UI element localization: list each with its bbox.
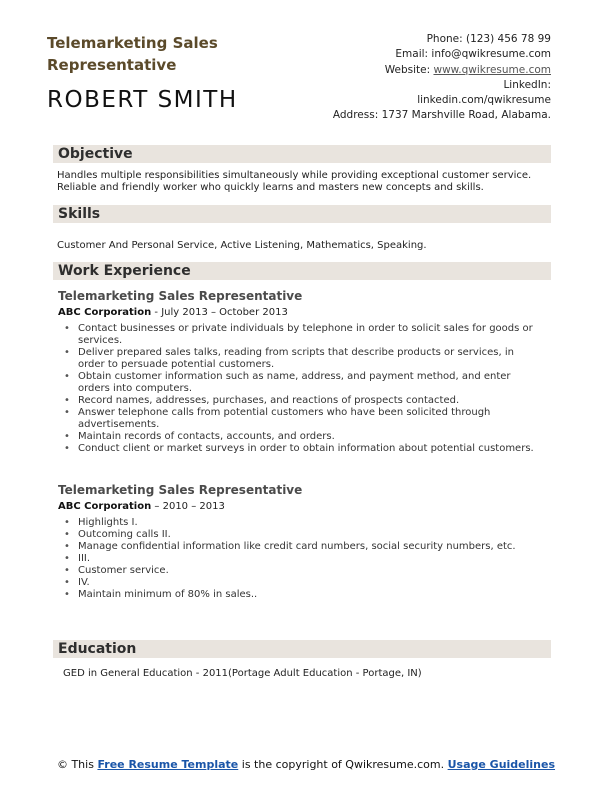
candidate-name: ROBERT SMITH [47,87,238,113]
section-heading-objective: Objective [53,145,551,163]
list-item: • Conduct client or market surveys in order to obtain information about potential customers. [62,443,542,455]
job-dates: - July 2013 – October 2013 [151,307,288,318]
skills-text: Customer And Personal Service, Active Listening, Mathematics, Speaking. [57,240,427,251]
company-name: ABC Corporation [58,501,152,512]
list-item: • Maintain minimum of 80% in sales.. [62,589,542,601]
list-item: • Outcoming calls II. [62,529,542,541]
contact-website [301,63,551,78]
job-entry-title: Telemarketing Sales Representative [58,483,303,497]
company-name: ABC Corporation [58,307,152,318]
job-title: Telemarketing Sales Representative [47,34,218,74]
job-dates: – 2010 – 2013 [151,501,225,512]
list-item: • Answer telephone calls from potential customers who have been solicited through advertisements. [62,407,542,431]
list-item: • Highlights I. [62,517,542,529]
website-label: Website: [384,63,431,76]
section-heading-work-experience: Work Experience [53,262,551,280]
list-item: • Maintain records of contacts, accounts, and orders. [62,431,542,443]
list-item: • IV. [62,577,542,589]
list-item: • Manage confidential information like credit card numbers, social security numbers, etc. [62,541,542,553]
job-entry-company [58,501,225,512]
objective-text: Handles multiple responsibilities simultaneously while providing exceptional customer service. Reliable and friendly worker who quickly learns and masters new concepts and skills. [57,170,532,193]
list-item: • Deliver prepared sales talks, reading from scripts that describe products or services, in order to persuade potential customers. [62,347,542,371]
footer-middle: is the copyright of Qwikresume.com. [238,758,448,771]
copyright-footer [40,758,572,771]
job-duties-list [62,517,542,601]
job-entry-title: Telemarketing Sales Representative [58,289,303,303]
linkedin-label: LinkedIn: [503,78,551,91]
footer-prefix: © This [56,758,98,771]
section-heading-education: Education [53,640,551,658]
contact-address: Address: 1737 Marshville Road, Alabama. [332,109,551,122]
list-item: • Contact businesses or private individuals by telephone in order to solicit sales for goods or services. [62,323,542,347]
job-duties-list [62,323,542,455]
linkedin-link[interactable]: linkedin.com/qwikresume [417,94,551,107]
contact-block [301,32,551,124]
list-item: • Record names, addresses, purchases, and reactions of prospects contacted. [62,395,542,407]
list-item: • III. [62,553,542,565]
list-item: • Obtain customer information such as name, address, and payment method, and enter orders into computers. [62,371,542,395]
resume-header [47,32,551,122]
contact-email: Email: info@qwikresume.com [395,48,551,61]
list-item: • Customer service. [62,565,542,577]
usage-guidelines-link[interactable]: Usage Guidelines [447,758,556,771]
education-text: GED in General Education - 2011(Portage Adult Education - Portage, IN) [63,668,422,679]
website-link[interactable]: www.qwikresume.com [433,63,551,76]
free-resume-template-link[interactable]: Free Resume Template [97,758,239,771]
section-heading-skills: Skills [53,205,551,223]
contact-phone: Phone: (123) 456 78 99 [426,33,551,45]
job-entry-company [58,307,288,318]
